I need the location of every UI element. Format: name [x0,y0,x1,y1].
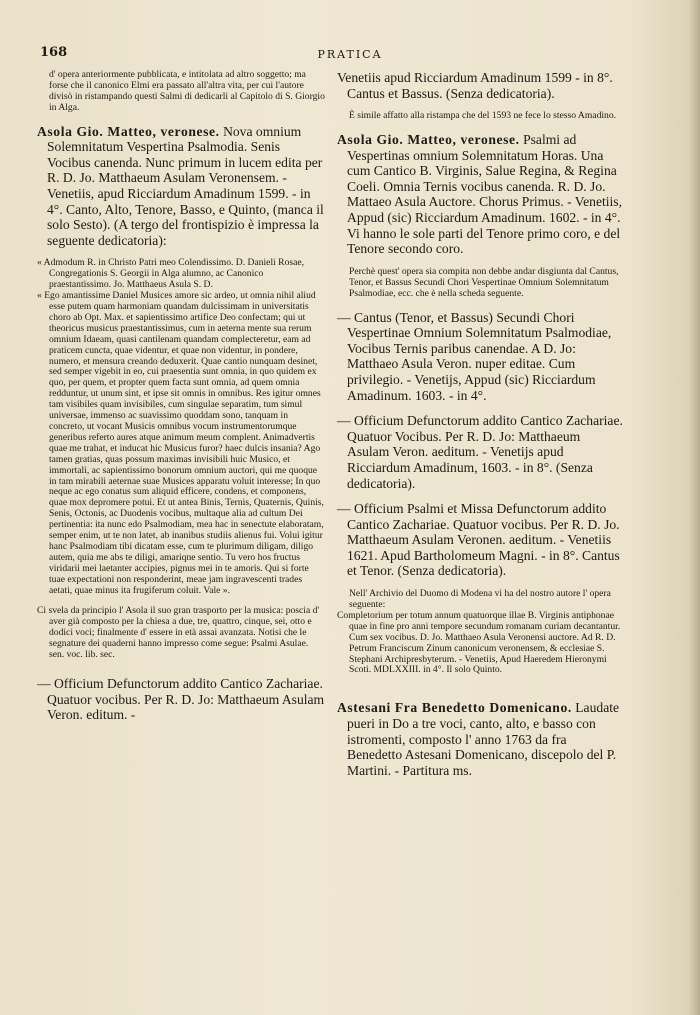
dedication-text: « Ego amantissime Daniel Musices amore sic ardeo, ut omnia nihil aliud esse putem quam harmoniam quandam dulcissimam in universitatis choro ab Opt. Max. et sapientissimo artifice Deo confectam; qui ut theoricus musicus praestantissimus, cum in aeterna mente sua rerum omnium Idaeam, quasi cantilenam quandam complecteretur, eam ad praticem cuncta, quae videntur, et quae non videntur, in pondere, numero, et mensura creando deduxerit. Quae cantio nunquam desinet, sed semper vigebit in eo, cui praesentia sunt omnia, in quo quidem ex quo, per quem, et propter quem facta sunt omnia, ad quem omnia redduntur, ut unum sint, et ipse sit omnis in omnibus. Res igitur omnes tam visibiles quam invisibiles, cum singulae separatim, tum simul universae, immenso ac suavissimo quoddam sono, tanquam in concreto, ut vocant Musicis omnibus vocum instrumentorumque generibus referto aures atque animum meum complent. Animadvertis quae me trahat, et inducat hic Musicus furor? haec dulcis insania? Ago tamen gratias, quas possum maximas invisibili huic Musico, et immortali, ac sapientissimo bonorum omnium auctori, qui me quoque in tam mirabili aeternae suae Musices apparatu voluit interesse; In quo neque ac ego conatus sum aliquid efficere, condens, et componens, quae mox depromere potui. Et ut antea Binis, Ternis, Quaternis, Quinis, Senis, Octonis, ac Duodenis vocibus, multaque alia ad cultum Dei pertinentia: ita nunc edo Psalmodiam, mea hac in senectute elaboratam, semper enim, ut te non latet, ab inanibus studiis alienus fui. Volui igitur hanc Psalmodiam tibi dicatam esse, cum te plurimum diligam, diligo autem, quia me abs te diligi, amariqne sentio. Tu vero hos fructus viridarii mei laetanter accipies, pignus mei in te amoris. Qui si forte tuae expectationi non responderint, meae jam ingravescenti trades aetati, quae minus ita frugiferum coluit. Vale ». [37,290,324,596]
right-column [337,70,625,778]
entry-body: Nova omnium Solemnitatum Vespertina Psalmodia. Senis Vocibus canenda. Nunc primum in lucem edita per R. D. Jo. Matthaeum Asulam Veronensem. - Venetiis, apud Ricciardum Amadinum 1599. - in 4°. Canto, Alto, Tenore, Basso, e Quinto, (manca il solo Sesto). (A tergo del frontispizio è impressa la seguente dedicatoria): [47,123,324,248]
running-head: PRATICA [317,48,383,61]
entry-cantus-secundi-chori: — Cantus (Tenor, et Bassus) Secundi Chori Vespertinae Omnium Solemnitatum Psalmodiae, Vocibus Ternis paribus canendae. A D. Jo: Matthaeo Asula Veron. nuper editae. Cum privilegio. - Venetijs, Appud (sic) Ricciardum Amadinum. 1603. - in 4°. [337,309,612,403]
entry-body: Psalmi ad Vespertinas omnium Solemnitatum Horas. Una cum Cantico B. Virginis, Salue Regina, & Regina Coeli. Omnia Ternis vocibus canenda. R. D. Jo. Mattaeo Asula Auctore. Chorus Primus. - Venetiis, Appud (sic) Ricciardum Amadinum. 1602. - in 4°. Vi hanno le sole parti del Tenore primo coro, e del Tenore secondo coro. [347,132,622,257]
entry-heading: Asola Gio. Matteo, veronese. [337,132,520,148]
entry-body: Laudate pueri in Do a tre voci, canto, alto, e basso con istromenti, composto l' anno 1763 da fra Benedetto Astesani Domenicano, discepolo del P. Martini. - Partitura ms. [347,700,620,778]
entry-officium-1621: — Officium Psalmi et Missa Defunctorum addito Cantico Zachariae. Quatuor vocibus. Per R. D. Jo. Matthaeum Asulam Veronen. aeditum. - Venetiis 1621. Apud Bartholomeum Magni. - in 8°. Cantus et Tenor. (Senza dedicatoria). [337,501,620,579]
entry-continuation: Venetiis apud Ricciardum Amadinum 1599 - in 8°. Cantus et Bassus. (Senza dedicatoria). [337,70,613,101]
archive-note: Nell' Archivio del Duomo di Modena vi ha del nostro autore l' opera seguente: [349,588,611,610]
entry-officium-defunctorum: — Officium Defunctorum addito Cantico Zachariae. Quatuor vocibus. Per R. D. Jo: Matthaeum Asulam Veron. editum. - [37,676,325,723]
entry-asola-nova-omnium [37,124,325,249]
page-number: 168 [40,45,68,60]
left-column [37,70,325,723]
page-edge-shadow [688,0,700,1015]
entry-heading: Asola Gio. Matteo, veronese. [37,123,220,139]
entry-astesani [337,700,625,778]
entry-officium-1603: — Officium Defunctorum addito Cantico Zachariae. Quatuor Vocibus. Per R. D. Jo: Matthaeum Asulam Veron. aeditum. - Venetijs apud Ricciardum Amadinum, 1603. - in 8°. (Senza dedicatoria). [337,413,623,491]
commentary-note: Ci svela da principio l' Asola il suo gran trasporto per la musica: poscia d' aver già composto per la chiesa a due, tre, quattro, cinque, sei, otto e dodici voci; finalmente d' essere in età assai avanzata. Notisi che le segnature dei quaderni hanno impresso come segue: Psalmi Asulae. sen. voc. lib. sec. [37,605,320,661]
reprint-note: È simile affatto alla ristampa che del 1593 ne fece lo stesso Amadino. [349,110,617,122]
entry-heading: Astesani Fra Benedetto Domenicano. [337,700,572,716]
completorium-entry: Completorium per totum annum quatuorque illae B. Virginis antiphonae quae in fine pro anni tempore secundum romanam curiam decantantur. Cum sex vocibus. D. Jo. Matthaeo Asula Veronensi auctore. Ad R. D. Petrum Franciscum Zinum canonicum veronensem, & ecclesiae S. Stephani Archipresbyterum. - Venetiis, Apud Haeredem Hieronymi Scoti. MDLXXIII. in 4°. Il solo Quinto. [337,609,621,676]
dedication-address: « Admodum R. in Christo Patri meo Colendissimo. D. Danieli Rosae, Congregationis S. Georgii in Alga alumno, ac Canonico praestantissimo. Jo. Matthaeus Asula S. D. [37,257,305,291]
entry-asola-psalmi [337,132,625,257]
intro-paragraph: d' opera anteriormente pubblicata, e intitolata ad altro soggetto; ma forse che il canonico Elmi era passato all'altra vita, per cui l'autore divisò in ristampando questi Salmi di dedicarli al Capitolo di S. Giorgio in Alga. [49,69,325,113]
companion-note: Perchè quest' opera sia compita non debbe andar disgiunta dal Cantus, Tenor, et Bassus Secundi Chori Vespertinae Omnium Solemnitatum Psalmodiae, ecc. che è nella scheda seguente. [349,265,619,299]
